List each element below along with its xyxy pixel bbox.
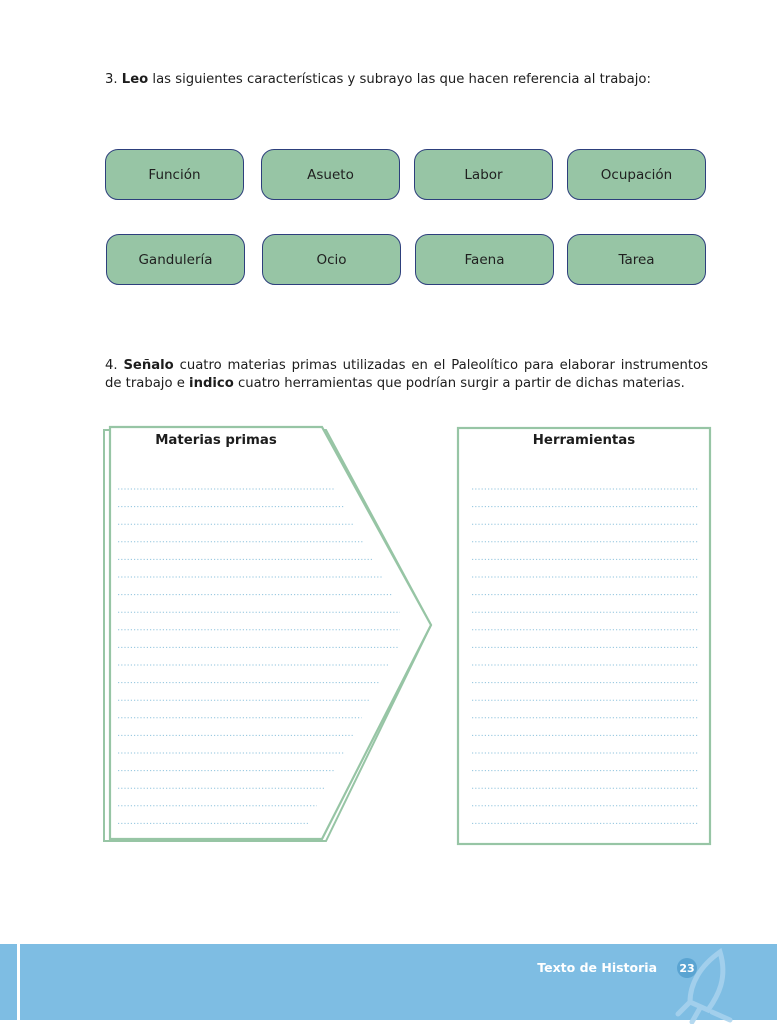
- materials-arrow-panel[interactable]: [110, 427, 431, 839]
- word-option[interactable]: Ocio: [262, 234, 401, 285]
- footer-divider: [17, 944, 20, 1020]
- page-footer: [0, 944, 777, 1020]
- tools-title: Herramientas: [532, 433, 636, 448]
- word-option[interactable]: Función: [105, 149, 244, 200]
- tools-box[interactable]: [458, 428, 710, 844]
- question-4-verb-1: Señalo: [123, 358, 174, 373]
- question-4-verb-2: indico: [189, 376, 234, 391]
- footer-label: Texto de Historia: [537, 960, 657, 975]
- word-option[interactable]: Labor: [414, 149, 553, 200]
- question-4-number: 4.: [105, 358, 118, 373]
- word-option[interactable]: Asueto: [261, 149, 400, 200]
- question-3-verb: Leo: [121, 72, 149, 87]
- word-option[interactable]: Faena: [415, 234, 554, 285]
- question-3-number: 3.: [105, 72, 118, 87]
- materials-title: Materias primas: [155, 433, 277, 448]
- question-4-text-2: cuatro herramientas que podrían surgir a partir de dichas materias.: [238, 376, 685, 391]
- page-number: 23: [677, 958, 697, 978]
- rocket-icon: [660, 944, 760, 1024]
- question-4-text-1: cuatro materias primas utilizadas en el Paleolítico para elaborar instrumentos de trabajo e: [105, 358, 708, 391]
- word-option[interactable]: Ocupación: [567, 149, 706, 200]
- word-option[interactable]: Tarea: [567, 234, 706, 285]
- word-option[interactable]: Gandulería: [106, 234, 245, 285]
- question-3-text: las siguientes características y subrayo las que hacen referencia al trabajo:: [152, 72, 651, 87]
